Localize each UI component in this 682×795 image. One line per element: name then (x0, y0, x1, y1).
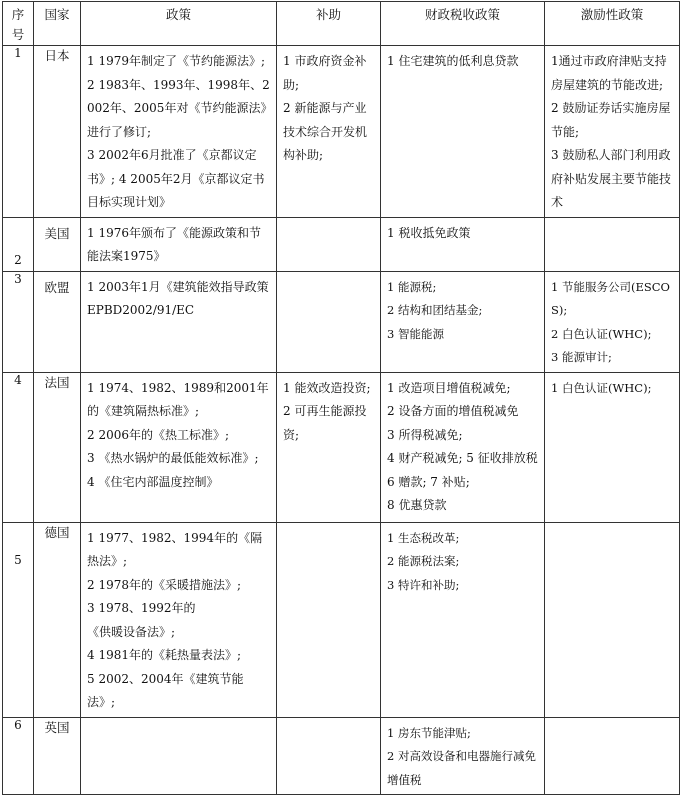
list-item: 2 1978年的《采暖措施法》; (87, 577, 242, 592)
policy-cell (81, 717, 277, 795)
list-item: 1 住宅建筑的低利息贷款 (387, 54, 519, 68)
row-country: 英国 (34, 717, 81, 795)
header-tax: 财政税收政策 (381, 2, 545, 46)
list-item: 2 可再生能源投资; (283, 404, 367, 442)
table-row (3, 271, 680, 372)
incentive-cell (545, 271, 680, 372)
subsidy-cell (277, 372, 381, 522)
list-item: 1 白色认证(WHC); (551, 380, 652, 395)
list-item: 1 能源税; (387, 279, 437, 294)
header-incentive: 激励性政策 (545, 2, 680, 46)
list-item: 8 优惠贷款 (387, 498, 447, 512)
row-seq: 3 (3, 271, 34, 372)
list-item: 2 2006年的《热工标准》; (87, 427, 230, 442)
list-item: 1 1977、1982、1994年的《隔热法》; (87, 530, 263, 568)
list-item: 2 白色认证(WHC); (551, 326, 652, 341)
list-item: 2 对高效设备和电器施行减免增值税 (387, 749, 536, 787)
incentive-cell (545, 372, 680, 522)
list-item: 1 生态税改革; (387, 530, 460, 545)
list-item: 1通过市政府津贴支持房屋建筑的节能改进; (551, 54, 667, 92)
subsidy-cell (277, 522, 381, 717)
list-item: 2 设备方面的增值税减免 (387, 404, 519, 418)
list-item: 4 1981年的《耗热量表法》; (87, 648, 242, 662)
list-item: 3 能源审计; (551, 350, 612, 364)
list-item: 4 《住宅内部温度控制》 (87, 474, 219, 489)
row-seq: 1 (3, 46, 34, 218)
list-item: 1 能效改造投资; (283, 380, 371, 395)
incentive-cell (545, 217, 680, 271)
subsidy-cell (277, 217, 381, 271)
subsidy-cell (277, 717, 381, 795)
incentive-cell (545, 46, 680, 218)
tax-cell (381, 217, 545, 271)
policy-cell (81, 372, 277, 522)
table-row (3, 217, 680, 271)
list-item: 《供暖设备法》; (87, 624, 176, 639)
subsidy-cell (277, 271, 381, 372)
list-item: 1 税收抵免政策 (387, 225, 471, 240)
list-item: 3 特许和补助; (387, 577, 460, 592)
list-item: 1 节能服务公司(ESCOS); (551, 279, 670, 317)
list-item: 3 所得税减免; (387, 427, 463, 442)
tax-cell (381, 522, 545, 717)
policy-cell (81, 217, 277, 271)
row-country: 欧盟 (34, 271, 81, 372)
row-country: 法国 (34, 372, 81, 522)
list-item: 1 1974、1982、1989和2001年的《建筑隔热标准》; (87, 380, 269, 418)
incentive-cell (545, 522, 680, 717)
list-item: 1 1976年颁布了《能源政策和节能法案1975》 (87, 225, 261, 263)
list-item: 2 鼓励证券话实施房屋节能; (551, 101, 671, 139)
tax-cell (381, 46, 545, 218)
list-item: 1 市政府资金补助; (283, 54, 367, 92)
list-item: 3 2002年6月批准了《京都议定书》; 4 2005年2月《京都议定书目标实现计划》 (87, 148, 265, 209)
header-row (3, 2, 680, 46)
row-country: 日本 (34, 46, 81, 218)
row-country: 德国 (34, 522, 81, 717)
header-seq: 序号 (3, 2, 34, 46)
row-seq: 4 (3, 372, 34, 522)
list-item: 2 能源税法案; (387, 554, 460, 568)
list-item: 4 财产税减免; 5 征收排放税 6 赠款; 7 补贴; (387, 451, 538, 489)
incentive-cell (545, 717, 680, 795)
table-row (3, 46, 680, 218)
list-item: 3 鼓励私人部门利用政府补贴发展主要节能技术 (551, 148, 672, 209)
table-row (3, 372, 680, 522)
tax-cell (381, 717, 545, 795)
tax-cell (381, 271, 545, 372)
list-item: 1 2003年1月《建筑能效指导政策EPBD2002/91/EC (87, 279, 269, 317)
list-item: 2 新能源与产业技术综合开发机构补助; (283, 101, 368, 162)
list-item: 5 2002、2004年《建筑节能法》; (87, 671, 244, 709)
header-country: 国家 (34, 2, 81, 46)
list-item: 1 房东节能津贴; (387, 725, 471, 740)
list-item: 3 1978、1992年的 (87, 601, 196, 615)
subsidy-cell (277, 46, 381, 218)
header-policy: 政策 (81, 2, 277, 46)
policy-table (2, 1, 680, 795)
row-seq: 2 (3, 217, 34, 271)
list-item: 2 结构和团结基金; (387, 303, 483, 317)
list-item: 2 1983年、1993年、1998年、2002年、2005年对《节约能源法》进行了修订; (87, 77, 270, 139)
row-seq: 6 (3, 717, 34, 795)
header-subsidy: 补助 (277, 2, 381, 46)
list-item: 3 智能能源 (387, 326, 444, 341)
row-country: 美国 (34, 217, 81, 271)
policy-cell (81, 271, 277, 372)
list-item: 1 改造项目增值税减免; (387, 380, 511, 395)
table-row (3, 522, 680, 717)
row-seq: 5 (3, 522, 34, 717)
list-item: 3 《热水锅炉的最低能效标准》; (87, 451, 259, 465)
list-item: 1 1979年制定了《节约能源法》; (87, 54, 266, 68)
policy-cell (81, 522, 277, 717)
policy-cell (81, 46, 277, 218)
table-row (3, 717, 680, 795)
tax-cell (381, 372, 545, 522)
